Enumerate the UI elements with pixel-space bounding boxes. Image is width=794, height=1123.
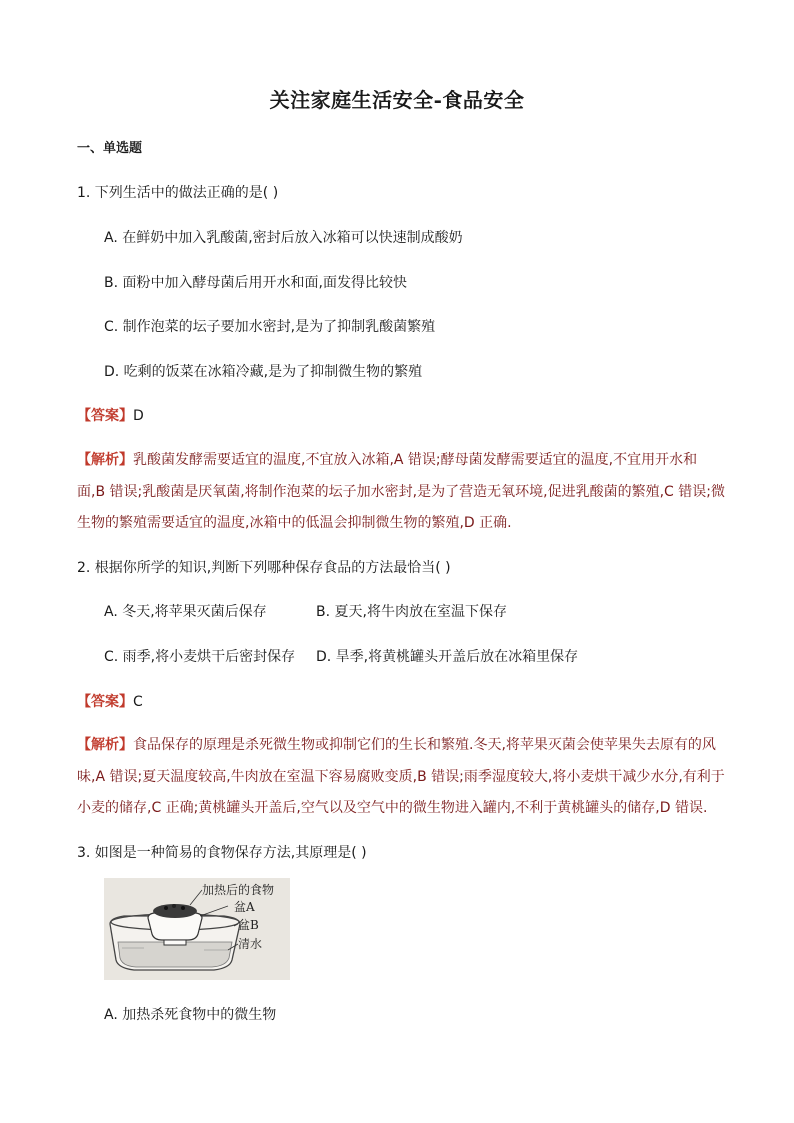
question-1-option-b: B. 面粉中加入酵母菌后用开水和面,面发得比较快 (104, 275, 407, 291)
question-1-analysis-line: 面,B 错误;乳酸菌是厌氧菌,将制作泡菜的坛子加水密封,是为了营造无氧环境,促进乳酸菌的繁殖,C 错误;微 (77, 484, 725, 500)
question-2-analysis-line: 小麦的储存,C 正确;黄桃罐头开盖后,空气以及空气中的微生物进入罐内,不利于黄桃罐头的储存,D 错误. (77, 800, 708, 816)
question-2-stem: 2. 根据你所学的知识,判断下列哪种保存食品的方法最恰当( ) (77, 560, 451, 576)
food-storage-figure (104, 878, 290, 980)
figure-label-heated-food: 加热后的食物 (202, 883, 275, 897)
figure-label-basin-b: 盆B (238, 918, 259, 932)
question-1-stem: 1. 下列生活中的做法正确的是( ) (77, 185, 279, 201)
question-2-option-a: A. 冬天,将苹果灭菌后保存 (104, 604, 267, 620)
question-2-answer (77, 691, 143, 711)
answer-value: D (133, 408, 144, 424)
question-2-option-b: B. 夏天,将牛肉放在室温下保存 (316, 604, 507, 620)
question-2-analysis-line: 味,A 错误;夏天温度较高,牛肉放在室温下容易腐败变质,B 错误;雨季湿度较大,将小麦烘干减少水分,有利于 (77, 769, 725, 785)
question-2-option-c: C. 雨季,将小麦烘干后密封保存 (104, 649, 296, 665)
answer-tag: 【答案】 (77, 694, 133, 710)
question-3-stem: 3. 如图是一种简易的食物保存方法,其原理是( ) (77, 845, 367, 861)
question-1-analysis-line (77, 449, 697, 469)
analysis-text: 食品保存的原理是杀死微生物或抑制它们的生长和繁殖.冬天,将苹果灭菌会使苹果失去原有的风 (133, 737, 716, 753)
analysis-text: 乳酸菌发酵需要适宜的温度,不宜放入冰箱,A 错误;酵母菌发酵需要适宜的温度,不宜用开水和 (133, 452, 698, 468)
answer-tag: 【答案】 (77, 408, 133, 424)
question-1-option-d: D. 吃剩的饭菜在冰箱冷藏,是为了抑制微生物的繁殖 (104, 364, 423, 380)
page-title: 关注家庭生活安全-食品安全 (269, 88, 525, 112)
answer-value: C (133, 694, 143, 710)
analysis-tag: 【解析】 (77, 737, 133, 753)
figure-label-water: 清水 (238, 937, 263, 951)
analysis-tag: 【解析】 (77, 452, 133, 468)
question-1-answer (77, 405, 144, 425)
food-storage-diagram (104, 878, 290, 980)
section-heading: 一、单选题 (77, 141, 143, 156)
question-1-analysis-line: 生物的繁殖需要适宜的温度,冰箱中的低温会抑制微生物的繁殖,D 正确. (77, 515, 512, 531)
figure-label-basin-a: 盆A (234, 900, 255, 914)
question-3-option-a: A. 加热杀死食物中的微生物 (104, 1007, 277, 1023)
question-2-option-d: D. 旱季,将黄桃罐头开盖后放在冰箱里保存 (316, 649, 579, 665)
question-2-analysis-line (77, 734, 716, 754)
question-1-option-c: C. 制作泡菜的坛子要加水密封,是为了抑制乳酸菌繁殖 (104, 319, 436, 335)
question-1-option-a: A. 在鲜奶中加入乳酸菌,密封后放入冰箱可以快速制成酸奶 (104, 230, 463, 246)
